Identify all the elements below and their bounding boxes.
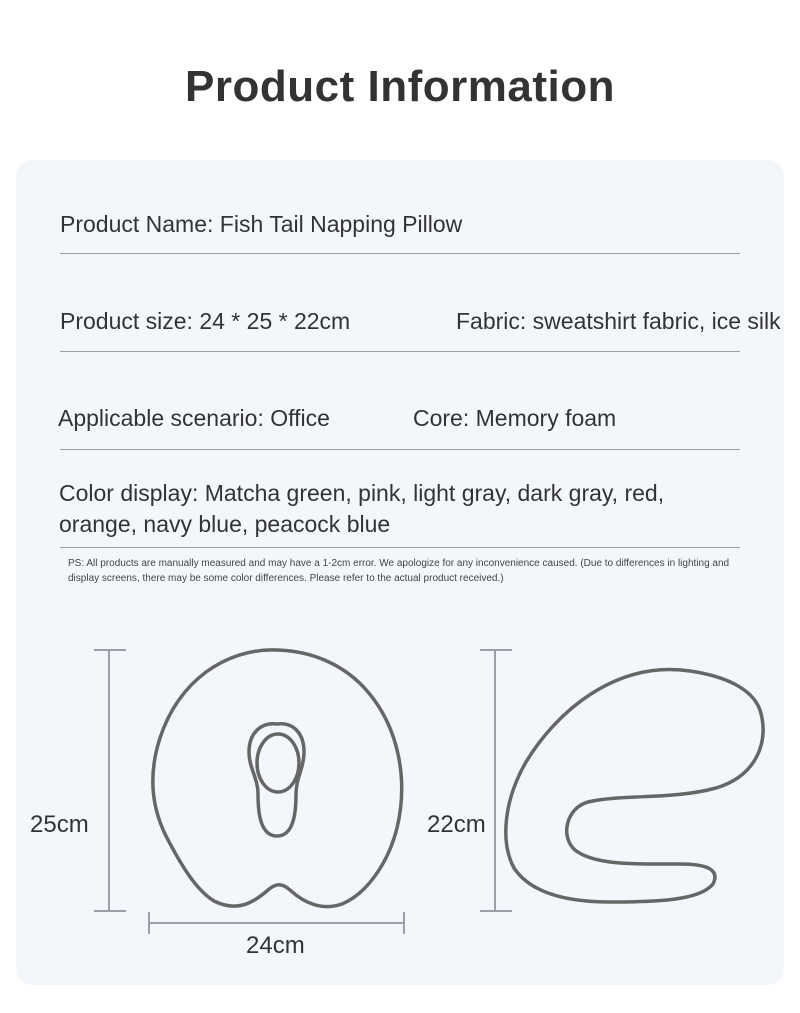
front-view-hole-inner: [257, 734, 299, 792]
front-width-measure: [149, 912, 404, 934]
front-view-pillow-outline: [153, 650, 402, 907]
ps-note: PS: All products are manually measured and may have a 1-2cm error. We apologize for any inconvenience caused. (Due to differences in lighting and display screens, there may be some color differences. Please refer to the actual product received.): [68, 558, 730, 584]
applicable-scenario: Applicable scenario: Office: [58, 405, 330, 431]
front-width-label: 24cm: [246, 932, 305, 959]
side-view-pillow-outline: [506, 670, 763, 902]
color-display: Color display: Matcha green, pink, light gray, dark gray, red, orange, navy blue, peacock blue: [59, 480, 665, 537]
page-title: Product Information: [185, 62, 615, 111]
front-height-measure: [94, 650, 126, 911]
side-height-measure: [480, 650, 512, 911]
front-height-label: 25cm: [30, 811, 89, 838]
side-height-label: 22cm: [427, 811, 486, 838]
product-size: Product size: 24 * 25 * 22cm: [60, 308, 351, 334]
product-name: Product Name: Fish Tail Napping Pillow: [60, 211, 463, 237]
fabric: Fabric: sweatshirt fabric, ice silk: [456, 308, 781, 334]
core-material: Core: Memory foam: [413, 405, 617, 431]
